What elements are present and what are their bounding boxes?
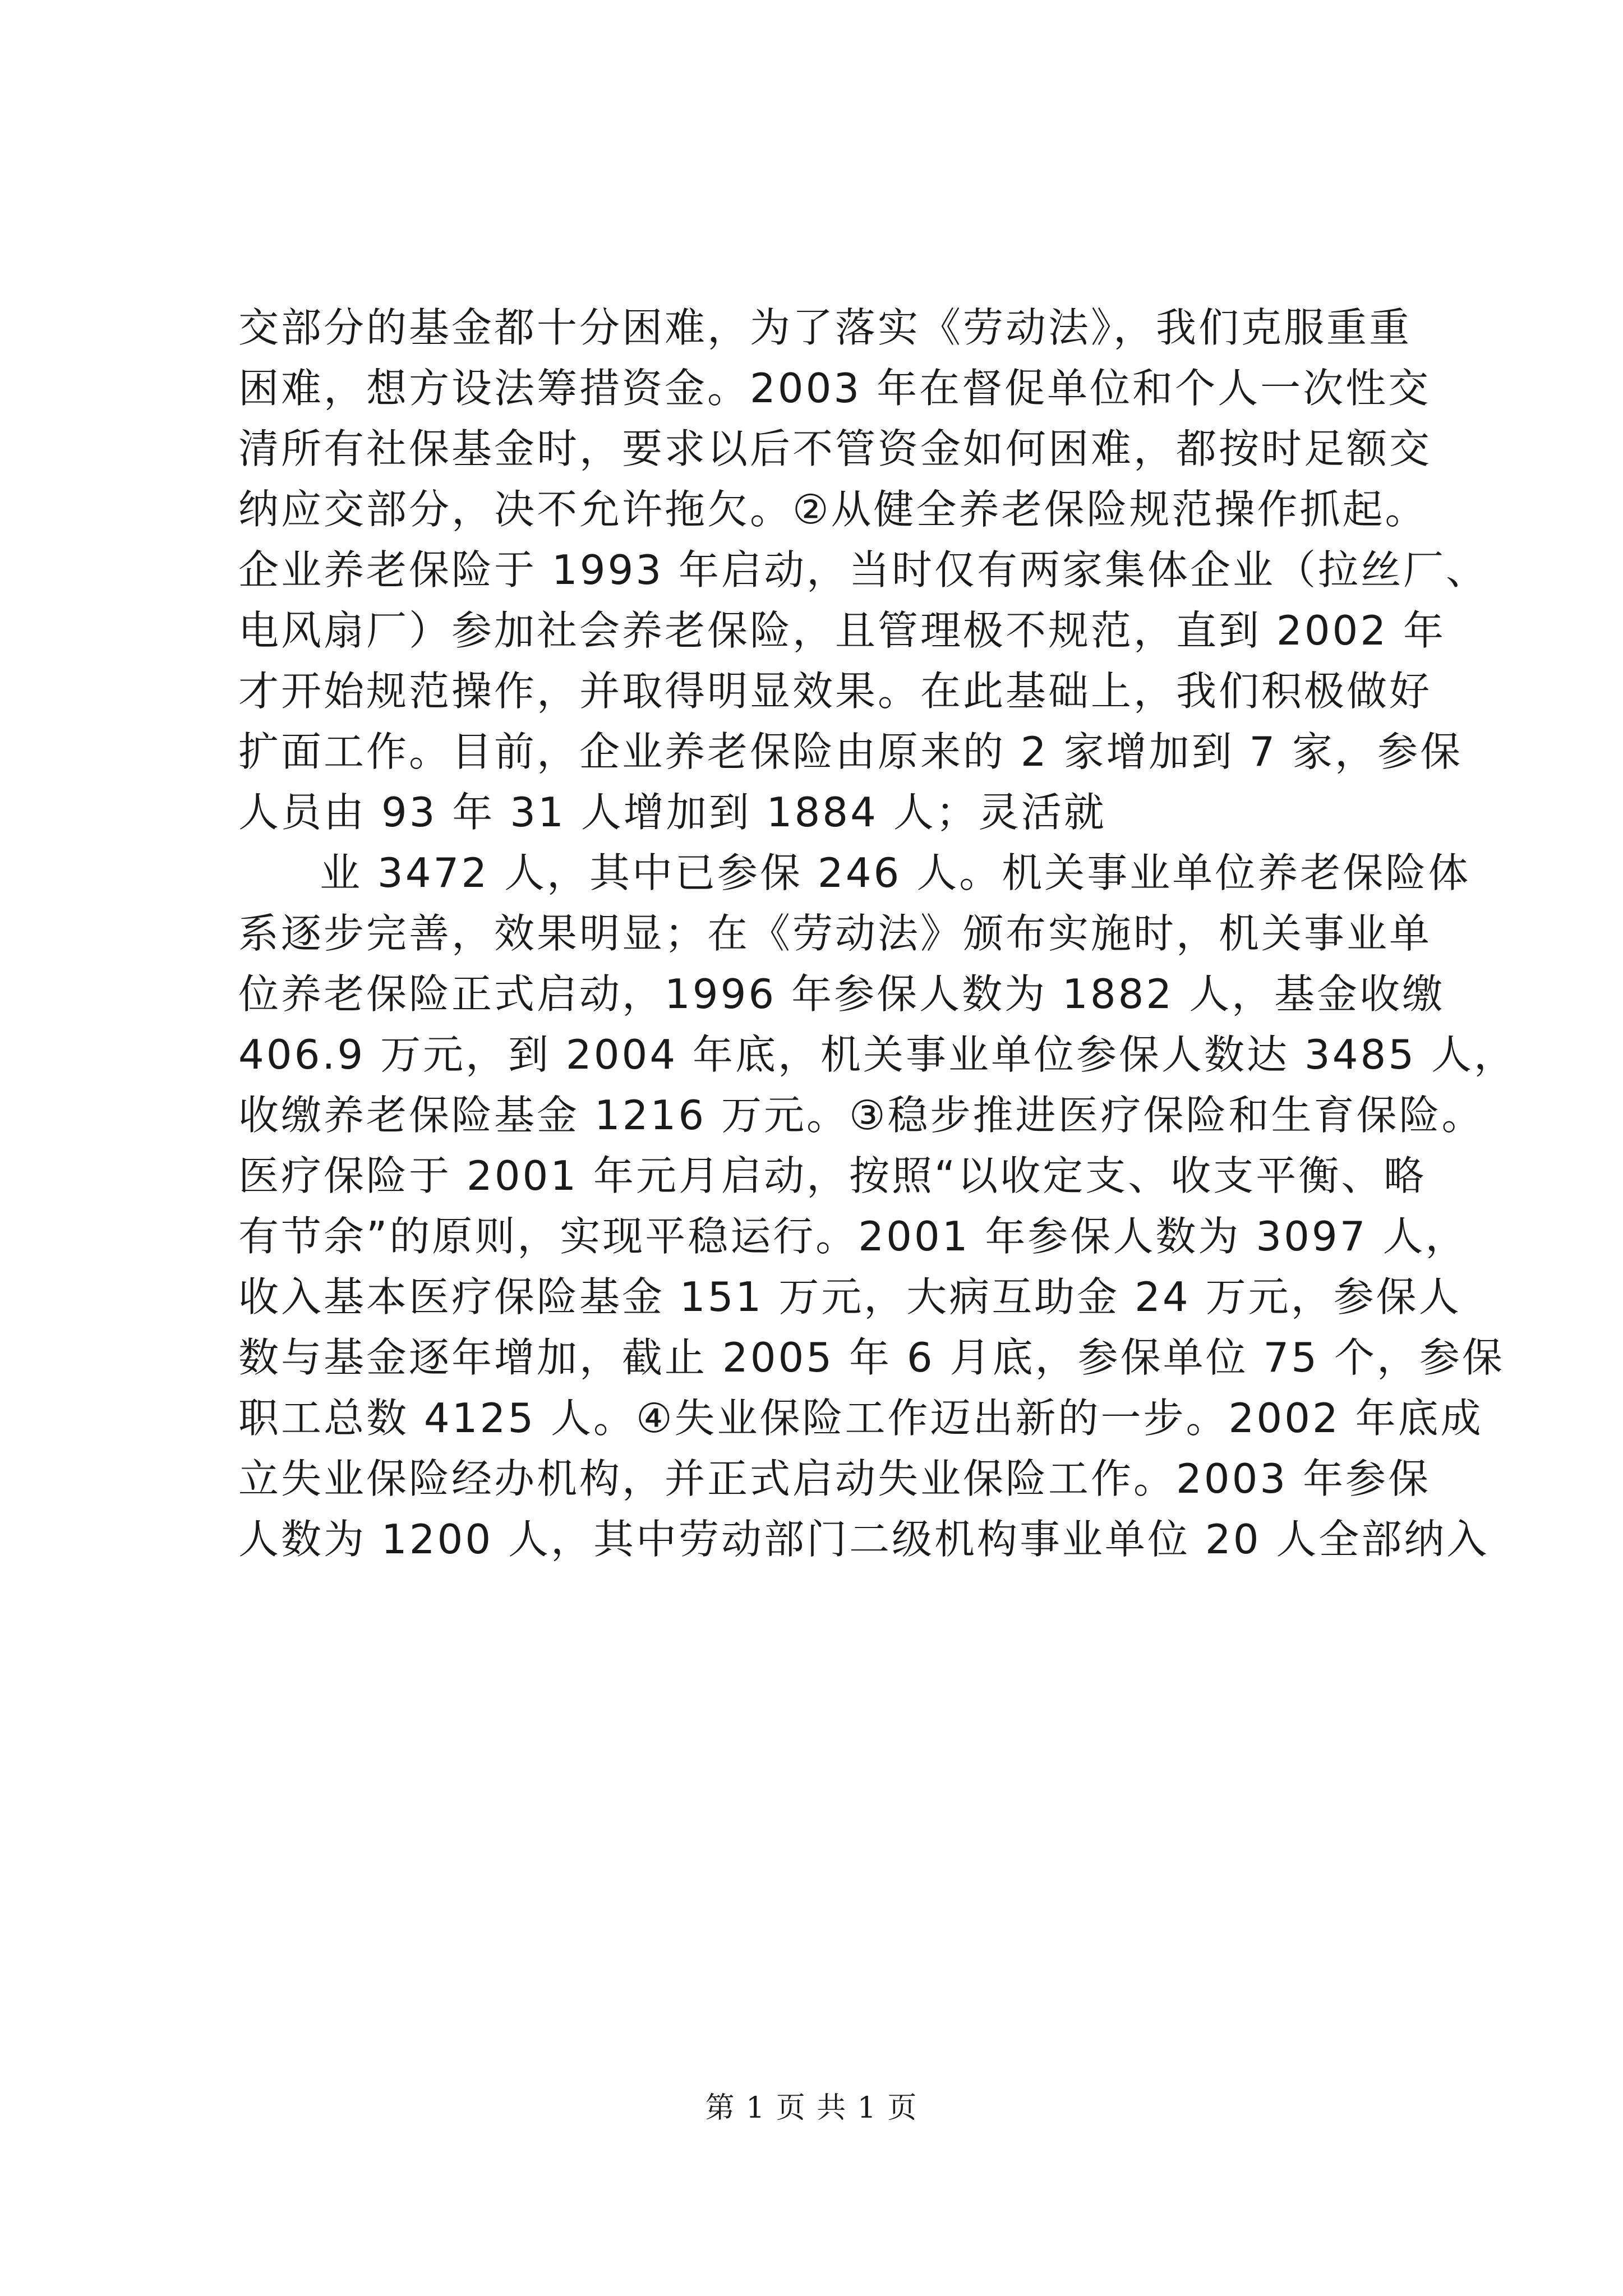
text-line: 人员由 93 年 31 人增加到 1884 人；灵活就: [238, 789, 1106, 836]
text-line: 数与基金逐年增加，截止 2005 年 6 月底，参保单位 75 个，参保: [238, 1334, 1505, 1381]
text-line: 扩面工作。目前，企业养老保险由原来的 2 家增加到 7 家，参保: [238, 728, 1463, 775]
text-line: 交部分的基金都十分困难，为了落实《劳动法》，我们克服重重: [238, 304, 1412, 351]
body-text: [238, 297, 1517, 1570]
text-line: 才开始规范操作，并取得明显效果。在此基础上，我们积极做好: [238, 668, 1432, 715]
text-line: 清所有社保基金时，要求以后不管资金如何困难，都按时足额交: [238, 425, 1432, 472]
text-line: 收入基本医疗保险基金 151 万元，大病互助金 24 万元，参保人: [238, 1273, 1461, 1320]
page-number-label: 第 1 页 共 1 页: [705, 2091, 918, 2125]
text-line: 系逐步完善，效果明显；在《劳动法》颁布实施时，机关事业单: [238, 910, 1432, 957]
text-line: 立失业保险经办机构，并正式启动失业保险工作。2003 年参保: [238, 1455, 1431, 1502]
text-line: 职工总数 4125 人。④失业保险工作迈出新的一步。2002 年底成: [238, 1395, 1483, 1442]
page-footer: [0, 2084, 1623, 2126]
text-line: 人数为 1200 人，其中劳动部门二级机构事业单位 20 人全部纳入: [238, 1516, 1490, 1563]
text-line: 有节余”的原则，实现平稳运行。2001 年参保人数为 3097 人，: [238, 1213, 1468, 1260]
text-line: 位养老保险正式启动，1996 年参保人数为 1882 人，基金收缴: [238, 970, 1445, 1018]
text-line: 企业养老保险于 1993 年启动，当时仅有两家集体企业（拉丝厂、: [238, 546, 1489, 593]
text-line-indented: 业 3472 人，其中已参保 246 人。机关事业单位养老保险体: [320, 849, 1471, 896]
text-line: 医疗保险于 2001 年元月启动，按照“以收定支、收支平衡、略: [238, 1152, 1427, 1199]
text-line: 电风扇厂）参加社会养老保险，且管理极不规范，直到 2002 年: [238, 607, 1446, 654]
text-line: 收缴养老保险基金 1216 万元。③稳步推进医疗保险和生育保险。: [238, 1092, 1484, 1139]
text-line: 406.9 万元，到 2004 年底，机关事业单位参保人数达 3485 人，: [238, 1031, 1517, 1078]
text-line: 困难，想方设法筹措资金。2003 年在督促单位和个人一次性交: [238, 365, 1431, 412]
text-line: 纳应交部分，决不允许拖欠。②从健全养老保险规范操作抓起。: [238, 486, 1428, 533]
